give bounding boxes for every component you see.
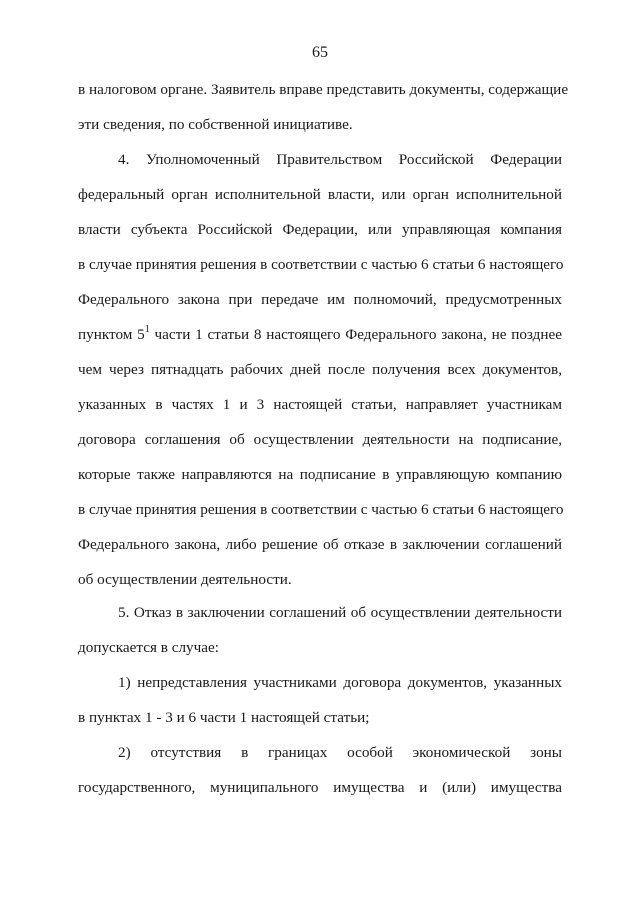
text-fragment: пунктом 5: [78, 326, 145, 343]
text-line: государственного, муниципального имущества и (или) имущества: [78, 779, 562, 796]
text-line: которые также направляются на подписание в управляющую компанию: [78, 466, 562, 483]
text-fragment: части 1 статьи 8 настоящего Федерального закона, не позднее: [149, 326, 562, 343]
text-line: 5. Отказ в заключении соглашений об осуществлении деятельности: [118, 604, 562, 621]
superscript: 1: [144, 323, 150, 335]
text-line: договора соглашения об осуществлении деятельности на подписание,: [78, 431, 562, 448]
text-line: власти субъекта Российской Федерации, или управляющая компания: [78, 221, 562, 238]
text-line: в пунктах 1 - 3 и 6 части 1 настоящей статьи;: [78, 709, 370, 726]
text-line: в случае принятия решения в соответствии с частью 6 статьи 6 настоящего: [78, 256, 564, 273]
text-line-with-superscript: [78, 325, 562, 345]
text-line: 2) отсутствия в границах особой экономической зоны: [118, 744, 562, 761]
page-number: 65: [312, 44, 328, 61]
text-line: в налоговом органе. Заявитель вправе представить документы, содержащие: [78, 81, 569, 98]
text-line: Федерального закона при передаче им полномочий, предусмотренных: [78, 291, 562, 308]
text-line: федеральный орган исполнительной власти, или орган исполнительной: [78, 186, 562, 203]
text-line: допускается в случае:: [78, 639, 219, 656]
text-line: в случае принятия решения в соответствии с частью 6 статьи 6 настоящего: [78, 501, 564, 518]
text-line: эти сведения, по собственной инициативе.: [78, 116, 353, 133]
text-line: об осуществлении деятельности.: [78, 571, 292, 588]
text-line: 4. Уполномоченный Правительством Российской Федерации: [118, 151, 562, 168]
text-line: указанных в частях 1 и 3 настоящей статьи, направляет участникам: [78, 396, 562, 413]
text-line: чем через пятнадцать рабочих дней после получения всех документов,: [78, 361, 562, 378]
text-line: 1) непредставления участниками договора документов, указанных: [118, 674, 562, 691]
text-line: Федерального закона, либо решение об отказе в заключении соглашений: [78, 536, 562, 553]
